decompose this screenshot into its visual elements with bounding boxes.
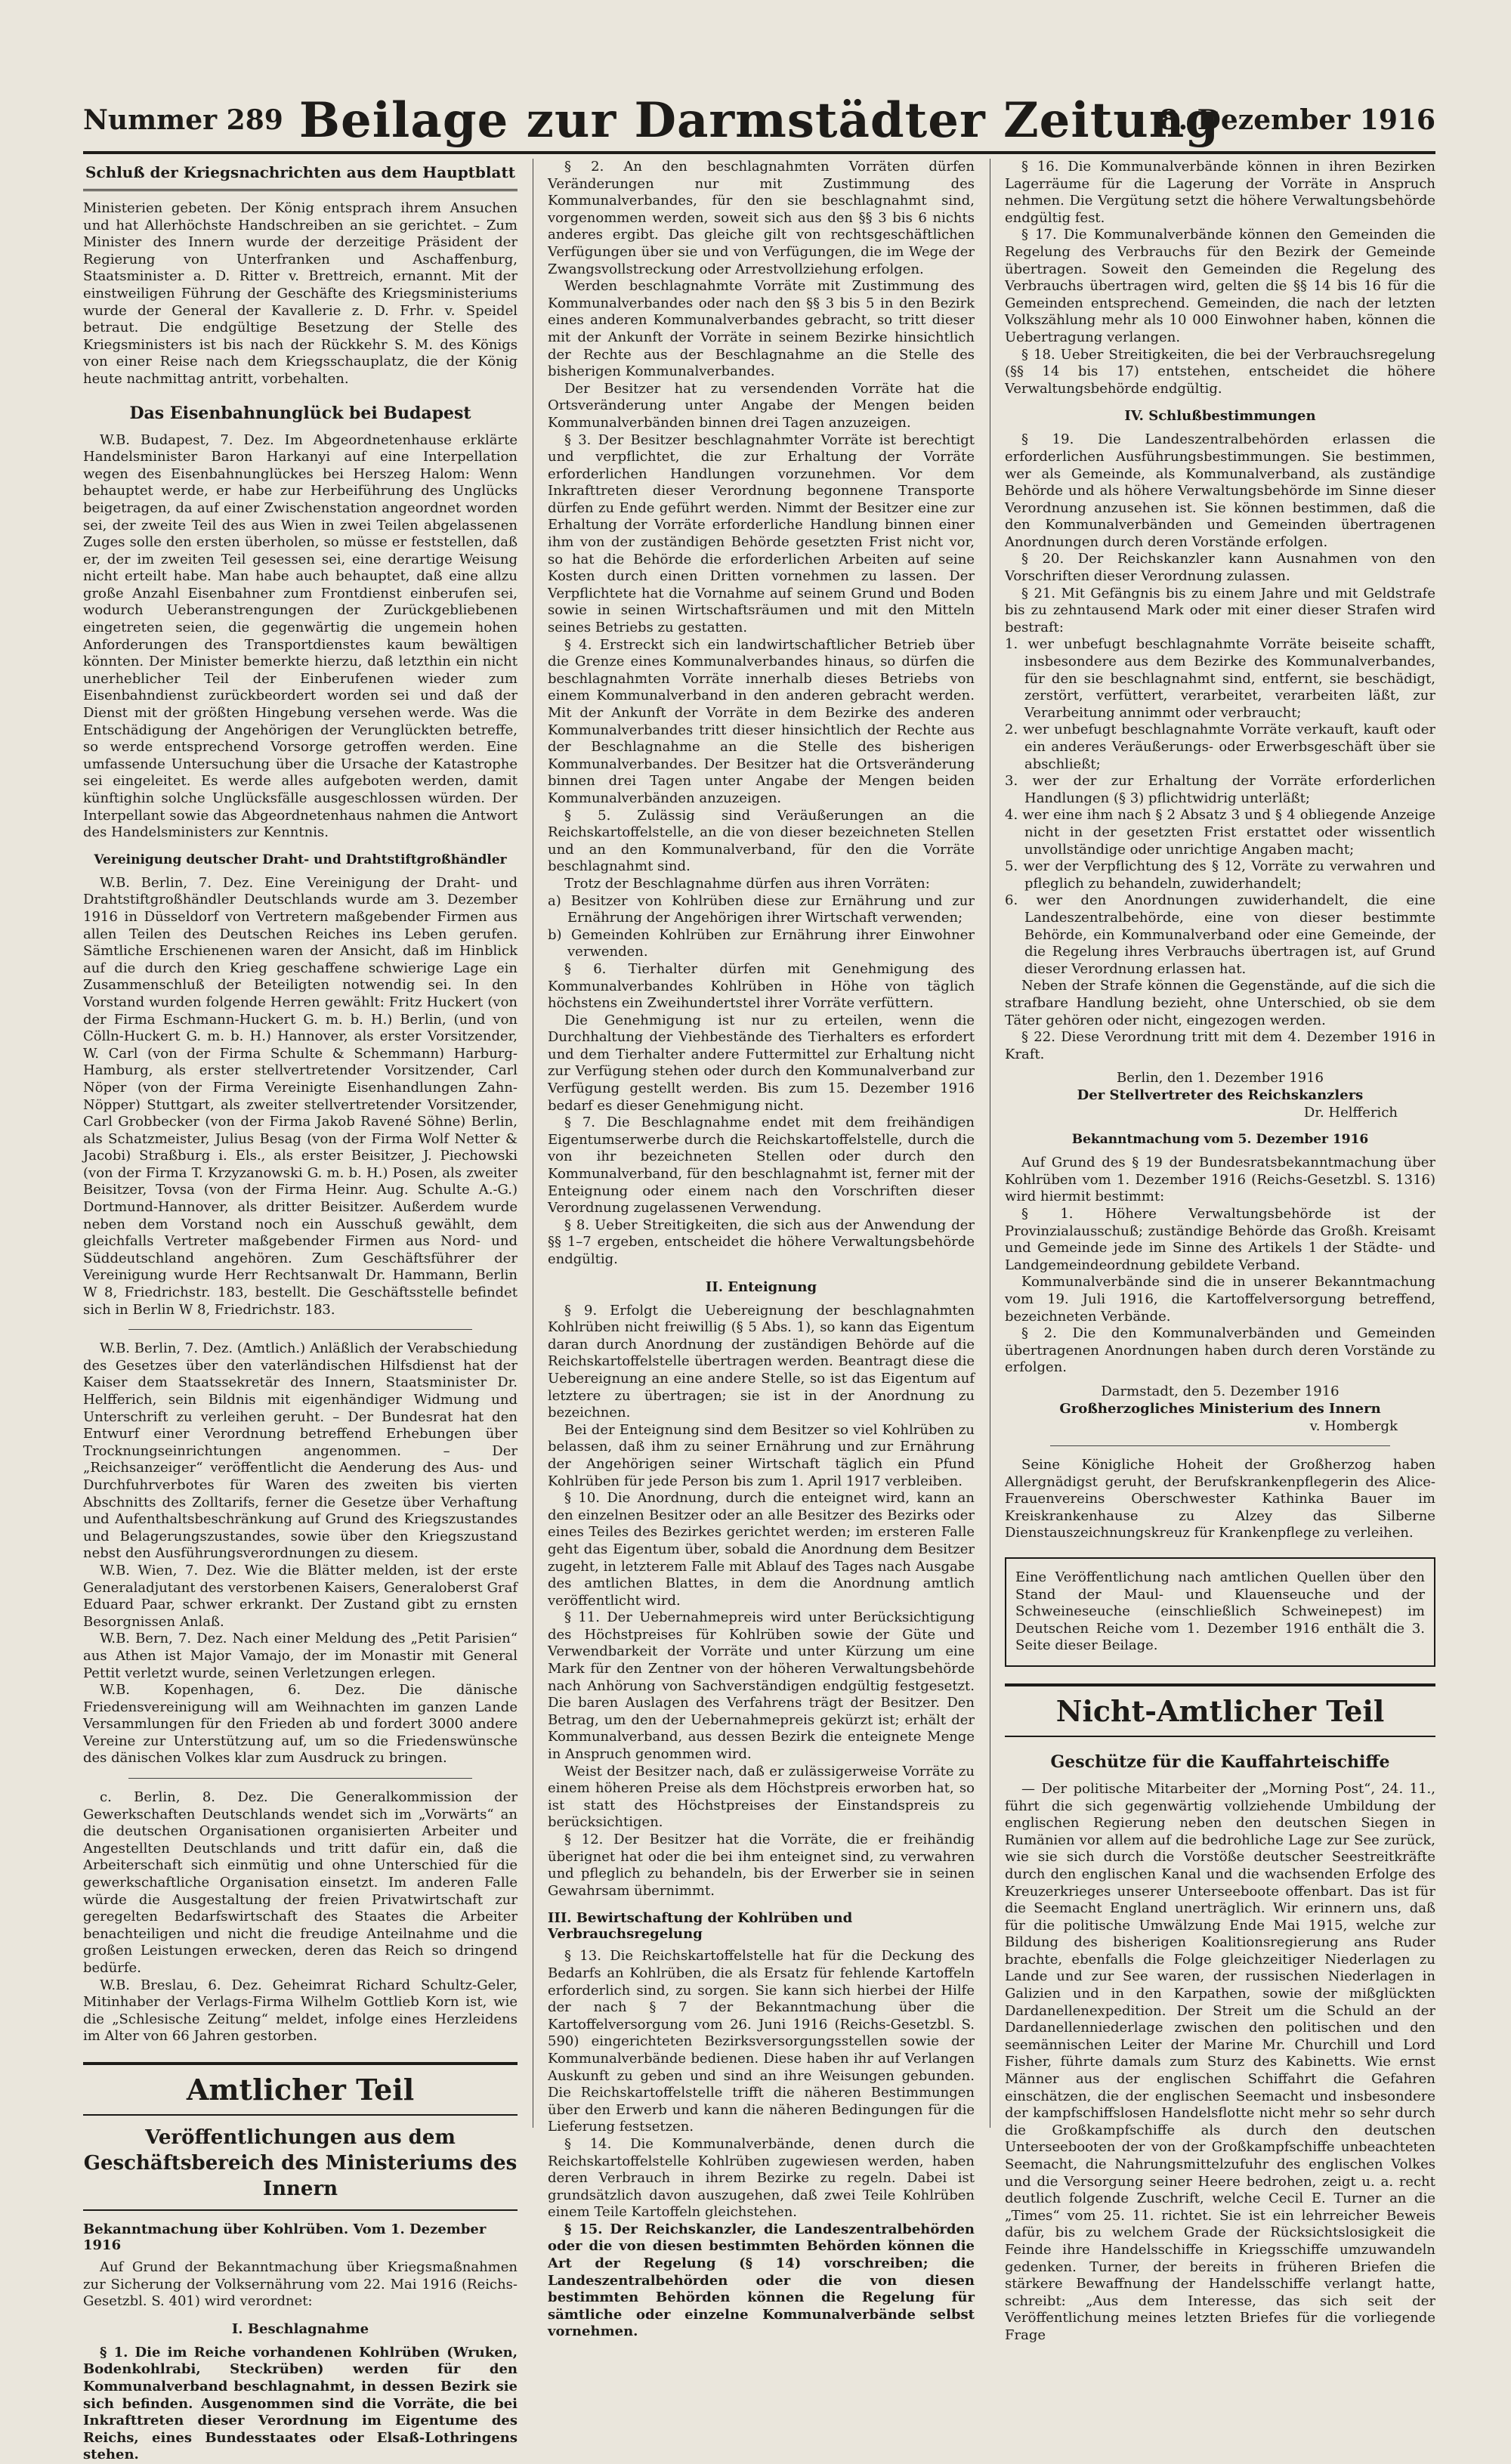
article-paragraph: Bei der Enteignung sind dem Besitzer so viel Kohlrüben zu belassen, daß ihm zu seiner Ernährung und zur Ernährung der Angehörigen seiner Wirtschaft täglich ein Pfund Kohlrüben für jede Person bis zum 1. April 1917 verbleiben.	[548, 1421, 975, 1489]
list-item: 5. wer der Verpflichtung des § 12, Vorräte zu verwahren und pfleglich zu behandeln, zuwiderhandelt;	[1005, 858, 1435, 892]
article-paragraph: Neben der Strafe können die Gegenstände, auf die sich die strafbare Handlung bezieht, ohne Unterschied, ob sie dem Täter gehören oder nicht, eingezogen werden.	[1005, 978, 1435, 1028]
article-paragraph: W.B. Bern, 7. Dez. Nach einer Meldung des „Petit Parisien“ aus Athen ist Major Vamajo, der im Monastir mit General Pettit verletzt wurde, seinen Verletzungen erlegen.	[83, 1631, 518, 1681]
list-item: 1. wer unbefugt beschlagnahmte Vorräte beiseite schafft, insbesondere aus dem Bezirke des Kommunalverbandes, für den sie beschlagnahmt sind, entfernt, sie beschädigt, zerstört, verfüttert, verarbeitet, verarbeiten läßt, zur Verarbeitung annimmt oder verbraucht;	[1005, 636, 1435, 721]
article-paragraph: Auf Grund der Bekanntmachung über Kriegsmaßnahmen zur Sicherung der Volksernährung vom 22. Mai 1916 (Reichs-Gesetzbl. S. 401) wird verordnet:	[83, 2258, 518, 2310]
article-paragraph: § 17. Die Kommunalverbände können den Gemeinden die Regelung des Verbrauchs für den Bezirk der Gemeinde übertragen. Soweit den Gemeinden die Regelung des Verbrauchs übertragen wird, gelten die §§ 14 bis 16 für die Gemeinden entsprechend. Gemeinden, die nach der letzten Volkszählung mehr als 10 000 Einwohner haben, können die Uebertragung verlangen.	[1005, 227, 1435, 345]
article-paragraph: § 5. Zulässig sind Veräußerungen an die Reichskartoffelstelle, an die von dieser bezeichneten Stellen und an den Kommunalverband, für den die Vorräte beschlagnahmt sind.	[548, 807, 975, 875]
list-item: 3. wer der zur Erhaltung der Vorräte erforderlichen Handlungen (§ 3) pflichtwidrig unterläßt;	[1005, 773, 1435, 806]
article-paragraph: § 14. Die Kommunalverbände, denen durch die Reichskartoffelstelle Kohlrüben zugewiesen werden, haben deren Verbrauch in ihrem Bezirke zu regeln. Dabei ist grundsätzlich davon auszugehen, daß zwei Teile Kohlrüben einem Teile Kartoffeln gleichstehen.	[548, 2135, 975, 2221]
article-paragraph: Ministerien gebeten. Der König entsprach ihrem Ansuchen und hat Allerhöchste Handschreiben an sie gerichtet. – Zum Minister des Innern wurde der derzeitige Präsident der Regierung von Unterfranken und Aschaffenburg, Staatsminister a. D. Ritter v. Brettreich, ernannt. Mit der einstweiligen Führung der Geschäfte des Kriegsministeriums wurde der General der Kavallerie z. D. Frhr. v. Speidel betraut. Die endgültige Besetzung der Stelle des Kriegsministers ist bis nach der Rückkehr S. M. des Königs von einer Reise nach dem Kriegsschauplatz, die der König heute nachmittag antritt, vorbehalten.	[83, 200, 518, 387]
signature-block	[1005, 1383, 1435, 1435]
article-paragraph: Weist der Besitzer nach, daß er zulässigerweise Vorräte zu einem höheren Preise als dem Höchstpreis erworben hat, so ist statt des Höchstpreises der Einstandspreis zu berücksichtigen.	[548, 1763, 975, 1831]
article-paragraph: Trotz der Beschlagnahme dürfen aus ihren Vorräten:	[564, 875, 930, 892]
article-paragraph: Der Besitzer hat zu versendenden Vorräte hat die Ortsveränderung unter Angabe der Mengen beiden Kommunalverbänden binnen drei Tagen anzuzeigen.	[548, 380, 975, 431]
article-heading: Das Eisenbahnunglück bei Budapest	[129, 403, 471, 423]
article-paragraph: W.B. Wien, 7. Dez. Wie die Blätter melden, ist der erste Generaladjutant des verstorbenen Kaisers, Generaloberst Graf Eduard Paar, schwer erkrankt. Der Zustand gibt zu ernsten Besorgnissen Anlaß.	[83, 1562, 518, 1630]
article-paragraph: W.B. Berlin, 7. Dez. (Amtlich.) Anläßlich der Verabschiedung des Gesetzes über den vaterländischen Hilfsdienst hat der Kaiser dem Staatssekretär des Innern, Staatsminister Dr. Helfferich, sein Bildnis mit eigenhändiger Widmung und Unterschrift zu verleihen geruht. – Der Bundesrat hat den Entwurf einer Verordnung betreffend Erhebungen über Trocknungseinrichtungen angenommen. – Der „Reichsanzeiger“ veröffentlicht die Aenderung des Aus- und Durchfuhrverbotes für Waren des zweiten bis vierten Abschnitts des Zolltarifs, ferner die Gesetze über Verhaftung und Aufenthaltsbeschränkung auf Grund des Kriegszustandes und Belagerungszustandes, sowie über den Kriegszustand nebst den Ausführungsverordnungen zu diesem.	[83, 1340, 518, 1562]
article-paragraph: § 20. Der Reichskanzler kann Ausnahmen von den Vorschriften dieser Verordnung zulassen.	[1005, 551, 1435, 585]
article-paragraph: § 19. Die Landeszentralbehörden erlassen die erforderlichen Ausführungsbestimmungen. Sie bestimmen, wer als Gemeinde, als Kommunalverband, als zuständige Behörde und als höhere Verwaltungsbehörde im Sinne dieser Verordnung anzusehen ist. Sie können bestimmen, daß die den Kommunalverbänden und Gemeinden übertragenen Anordnungen durch deren Vorstände erfolgen.	[1005, 431, 1435, 550]
article-paragraph: Seine Königliche Hoheit der Großherzog haben Allergnädigst geruht, der Berufskrankenpflegerin des Alice-Frauenvereins Oberschwester Kathinka Bauer im Kreiskrankenhause zu Alzey das Silberne Dienstauszeichnungskreuz für Krankenpflege zu verleihen.	[1005, 1457, 1435, 1541]
separator	[128, 1329, 472, 1330]
part-heading: I. Beschlagnahme	[231, 2320, 369, 2337]
article-paragraph: § 4. Erstreckt sich ein landwirtschaftlicher Betrieb über die Grenze eines Kommunalverbandes hinaus, so dürfen die beschlagnahmten Vorräte innerhalb dieses Betriebs von einem Kommunalverband in den anderen gebracht werden. Mit der Ankunft der Vorräte in dem Bezirke des anderen Kommunalverbandes tritt dieser hinsichtlich der Rechte aus der Beschlagnahme an die Stelle des bisherigen Kommunalverbandes. Der Besitzer hat die Ortsveränderung binnen drei Tagen unter Angabe der Mengen beiden Kommunalverbänden anzuzeigen.	[548, 636, 975, 806]
article-paragraph: § 18. Ueber Streitigkeiten, die bei der Verbrauchsregelung (§§ 14 bis 17) entstehen, entscheidet die höhere Verwaltungsbehörde endgültig.	[1005, 346, 1435, 397]
article-paragraph: Kommunalverbände sind die in unserer Bekanntmachung vom 19. Juli 1916, die Kartoffelversorgung betreffend, bezeichneten Verbände.	[1005, 1274, 1435, 1325]
article-paragraph: § 10. Die Anordnung, durch die enteignet wird, kann an den einzelnen Besitzer oder an alle Besitzer des Bezirks oder eines Teiles des Bezirkes gerichtet werden; im ersteren Falle geht das Eigentum über, sobald die Anordnung dem Besitzer zugeht, in letzterem Falle mit Ablauf des Tages nach Ausgabe des amtlichen Blattes, in dem die Anordnung amtlich veröffentlicht wird.	[548, 1490, 975, 1609]
article-paragraph: § 15. Der Reichskanzler, die Landeszentralbehörden oder die von diesen bestimmten Behörden können die Art der Regelung (§ 14) vorschreiben; die Landeszentralbehörden oder die von diesen bestimmten Behörden können die Regelung für sämtliche oder einzelne Kommunalverbände selbst vornehmen.	[548, 2221, 975, 2340]
subsection-heading: Veröffentlichungen aus dem Geschäftsbereich des Ministeriums des Innern	[83, 2125, 518, 2211]
article-paragraph: § 1. Höhere Verwaltungsbehörde ist der Provinzialausschuß; zuständige Behörde das Großh. Kreisamt und Gemeinde jede im Sinne des Artikels 1 der Städte- und Landgemeindeordnung gebildete Verband.	[1005, 1206, 1435, 1273]
article-paragraph: § 2. Die den Kommunalverbänden und Gemeinden übertragenen Anordnungen haben durch deren Vorstände zu erfolgen.	[1005, 1325, 1435, 1376]
signature-role: Der Stellvertreter des Reichskanzlers	[1077, 1087, 1364, 1104]
article-paragraph: § 16. Die Kommunalverbände können in ihren Bezirken Lagerräume für die Lagerung der Vorräte in Anspruch nehmen. Die Vergütung setzt die höhere Verwaltungsbehörde endgültig fest.	[1005, 159, 1435, 226]
part-heading: II. Enteignung	[705, 1278, 817, 1295]
article-paragraph: W.B. Kopenhagen, 6. Dez. Die dänische Friedensvereinigung will am Weihnachten im ganzen Lande Versammlungen für den Frieden ab und fordert 3000 andere Vereine zur Unterstützung auf, um so die Friedenswünsche des dänischen Volkes klar zum Ausdruck zu bringen.	[83, 1682, 518, 1767]
separator	[1050, 1445, 1390, 1446]
article-paragraph: § 22. Diese Verordnung tritt mit dem 4. Dezember 1916 in Kraft.	[1005, 1029, 1435, 1062]
signature-name: v. Hombergk	[1309, 1418, 1398, 1434]
issue-number: Nummer 289	[83, 104, 283, 136]
article-paragraph: § 9. Erfolgt die Uebereignung der beschlagnahmten Kohlrüben nicht freiwillig (§ 5 Abs. 1), so kann das Eigentum daran durch Anordnung der zuständigen Behörde auf die Reichskartoffelstelle übertragen werden. Beantragt diese die Uebereignung an eine andere Stelle, so ist das Eigentum auf letztere zu übertragen; sie ist in der Anordnung zu bezeichnen.	[548, 1302, 975, 1421]
notice-heading: Bekanntmachung vom 5. Dezember 1916	[1071, 1132, 1369, 1148]
list-item: 2. wer unbefugt beschlagnahmte Vorräte verkauft, kauft oder ein anderes Veräußerungs- oder Erwerbsgeschäft über sie abschließt;	[1005, 722, 1435, 772]
article-paragraph: § 13. Die Reichskartoffelstelle hat für die Deckung des Bedarfs an Kohlrüben, die als Ersatz für fehlende Kartoffeln erforderlich sind, zu sorgen. Sie kann sich hierbei der Hilfe der nach § 7 der Bekanntmachung über die Kartoffelversorgung vom 26. Juni 1916 (Reichs-Gesetzbl. S. 590) eingerichteten Bezirksversorgungsstellen sowie der Kommunalverbände bedienen. Diese haben ihr auf Verlangen Auskunft zu geben und sind an ihre Weisungen gebunden. Die Reichskartoffelstelle trifft die näheren Bestimmungen über den Erwerb und kann die näheren Bedingungen für die Lieferung festsetzen.	[548, 1948, 975, 2135]
section-kicker: Schluß der Kriegsnachrichten aus dem Hauptblatt	[83, 159, 518, 191]
article-paragraph: § 2. An den beschlagnahmten Vorräten dürfen Veränderungen nur mit Zustimmung des Kommunalverbandes, für den sie beschlagnahmt sind, vorgenommen werden, soweit sich aus den §§ 3 bis 6 nichts anderes ergibt. Das gleiche gilt von rechtsgeschäftlichen Verfügungen über sie und von Verfügungen, die im Wege der Zwangsvollstreckung oder Arrestvollziehung erfolgen.	[548, 159, 975, 277]
article-paragraph: § 7. Die Beschlagnahme endet mit dem freihändigen Eigentumserwerbe durch die Reichskartoffelstelle, durch die von ihr bezeichneten Stellen oder durch den Kommunalverband, für den beschlagnahmt ist, ferner mit der Enteignung oder einem nach den Vorschriften dieser Verordnung zugelassenen Verwendung.	[548, 1115, 975, 1217]
article-paragraph: § 8. Ueber Streitigkeiten, die sich aus der Anwendung der §§ 1–7 ergeben, entscheidet die höhere Verwaltungsbehörde endgültig.	[548, 1217, 975, 1267]
article-paragraph: Auf Grund des § 19 der Bundesratsbekanntmachung über Kohlrüben vom 1. Dezember 1916 (Reichs-Gesetzbl. S. 1316) wird hiermit bestimmt:	[1005, 1155, 1435, 1205]
article-paragraph: § 6. Tierhalter dürfen mit Genehmigung des Kommunalverbandes Kohlrüben in Höhe von täglich höchstens ein Zweihundertstel ihrer Vorräte verfüttern.	[548, 960, 975, 1012]
list-item: a) Besitzer von Kohlrüben diese zur Ernährung und zur Ernährung der Angehörigen ihrer Wirtschaft verwenden;	[548, 892, 975, 926]
article-paragraph: § 12. Der Besitzer hat die Vorräte, die er freihändig überignet hat oder die bei ihm enteignet sind, zu verwahren und pfleglich zu behandeln, bis der Erwerber sie in seinen Gewahrsam übernimmt.	[548, 1832, 975, 1899]
article-heading: Vereinigung deutscher Draht- und Drahtstiftgroßhändler	[94, 852, 507, 867]
notice-box	[1005, 1557, 1435, 1667]
article-paragraph: § 1. Die im Reiche vorhandenen Kohlrüben (Wruken, Bodenkohlrabi, Steckrüben) werden für den Kommunalverband beschlagnahmt, in dessen Bezirk sie sich befinden. Ausgenommen sind die Vorräte, die bei Inkrafttreten dieser Verordnung im Eigentume des Reichs, eines Bundesstaates oder Elsaß-Lothringens stehen.	[83, 2344, 518, 2463]
article-paragraph: Die Genehmigung ist nur zu erteilen, wenn die Durchhaltung der Viehbestände des Tierhalters es erfordert und dem Tierhalter andere Futtermittel zur Erhaltung nicht zur Verfügung stehen oder durch den Kommunalverband zur Verfügung gestellt werden. Bis zum 15. Dezember 1916 bedarf es dieser Genehmigung nicht.	[548, 1012, 975, 1114]
signature-place: Darmstadt, den 5. Dezember 1916	[1101, 1383, 1340, 1399]
signature-block	[1005, 1069, 1435, 1121]
article-paragraph: c. Berlin, 8. Dez. Die Generalkommission der Gewerkschaften Deutschlands wendet sich im „Vorwärts“ an die deutschen Organisationen organisierten Arbeiter und Angestellten Deutschlands und tritt dafür ein, daß die Arbeiterschaft sich einmütig und ohne Unterschied für die gewerkschaftliche Organisation einsetzt. Im anderen Falle würde die Ausgestaltung der freien Privatwirtschaft zur geregelten Bedarfswirtschaft des Staates die Arbeiter benachteiligen und nicht die freudige Anteilnahme und die großen Leistungen erwecken, deren das Reich so dringend bedürfe.	[83, 1789, 518, 1976]
column-3	[1005, 159, 1435, 2343]
article-heading: Geschütze für die Kauffahrteischiffe	[1050, 1751, 1390, 1772]
article-paragraph: W.B. Budapest, 7. Dez. Im Abgeordnetenhause erklärte Handelsminister Baron Harkanyi auf eine Interpellation wegen des Eisenbahnunglückes bei Herszeg Halom: Wenn behauptet werde, er habe zur Herbeiführung des Unglücks beigetragen, da auf einer Zwischenstation angeordnet worden sei, der zweite Teil des aus Wien in zwei Teilen abgelassenen Zuges solle den ersten überholen, so müsse er feststellen, daß er, der im zweiten Teil gesessen sei, eine derartige Weisung nicht erteilt habe. Man habe auch behauptet, daß eine allzu große Anzahl Eisenbahner zum Frontdienst einberufen sei, wodurch Ueberanstrengungen der Zurückgebliebenen eingetreten seien, die gegenwärtig die ungemein hohen Anforderungen des Transportdienstes kaum bewältigen könnten. Der Minister bemerkte hierzu, daß letzthin ein nicht unerheblicher Teil der Einberufenen wieder zum Eisenbahndienst zurückbeordert worden sei und daß der Dienst mit der größten Hingebung versehen werde. Was die Entschädigung der Angehörigen der Verunglückten betreffe, so werde entsprechend Vorsorge getroffen werden. Eine umfassende Untersuchung über die Ursache der Katastrophe sei eingeleitet. Es werde alles aufgeboten werden, damit künftighin solche Unglücksfälle ausgeschlossen würden. Der Interpellant sowie das Abgeordnetenhaus nahmen die Antwort des Handelsministers zur Kenntnis.	[83, 431, 518, 841]
part-heading: IV. Schlußbestimmungen	[1124, 408, 1316, 425]
article-paragraph: — Der politische Mitarbeiter der „Morning Post“, 24. 11., führt die sich gegenwärtig vollziehende Umbildung der englischen Regierung neben den deutschen Siegen in Rumänien vor allem auf die bedrohliche Lage zur See zurück, wie sie sich durch die Vorstöße deutscher Seestreitkräfte durch den englischen Kanal und die wachsenden Erfolge des Kreuzerkrieges unserer Unterseeboote offenbart. Das ist für die Seemacht England unerträglich. Wir erinnern uns, daß für die politische Umwälzung Ende Mai 1915, welche zur Bildung des bisherigen Koalitionsregierung ans Ruder brachte, ebenfalls die Folge gleichzeitiger Niederlagen zu Lande und zur See waren, der russischen Niederlagen in Galizien und in den Karpathen, sowie der mißglückten Dardanellenexpedition. Der Streit um die Schuld an der Dardanellenniederlage zwischen den politischen und den seemännischen Leiter der Marine Mr. Churchill und Lord Fisher, führte damals zum Sturz des Kabinetts. Wie ernst Männer aus der englischen Schiffahrt die Gefahren einschätzen, die der englischen Seemacht und insbesondere der kampfschiffslosen Handelsflotte nicht mehr so sehr durch die Großkampfschiffe als durch den deutschen Unterseebooten der von der Großkampfschiffe unbeachteten Seemacht, die Nahrungsmittelzufuhr des englischen Volkes und die Versorgung seiner Heere bedrohen, zeigt u. a. recht deutlich folgende Zuschrift, welche Cecil E. Turner an die „Times“ vom 25. 11. richtet. Sie ist ein lehrreicher Beweis dafür, bis zu welchem Grade der Rücksichtslosigkeit die Feinde ihre Handelsschiffe in Kriegsschiffe umzuwandeln gedenken. Turner, der bereits in früheren Briefen die stärkere Bewaffnung der Handelsschiffe verlangt hatte, schreibt: „Aus dem Interesse, das sich seit der Veröffentlichung meines letzten Briefes für die vorliegende Frage	[1005, 1780, 1435, 2343]
list-item: 6. wer den Anordnungen zuwiderhandelt, die eine Landeszentralbehörde, eine von dieser bestimmte Behörde, ein Kommunalverband oder eine Gemeinde, der die Regelung ihres Verbrauchs übertragen ist, auf Grund dieser Verordnung erlassen hat.	[1005, 892, 1435, 977]
paper-title: Beilage zur Darmstädter Zeitung	[298, 92, 1220, 149]
article-paragraph: § 21. Mit Gefängnis bis zu einem Jahre und mit Geldstrafe bis zu zehntausend Mark oder mit einer dieser Strafen wird bestraft:	[1005, 585, 1435, 635]
issue-date: 8. Dezember 1916	[1159, 104, 1435, 136]
notice-heading: Bekanntmachung über Kohlrüben. Vom 1. Dezember 1916	[83, 2221, 487, 2253]
column-2	[548, 159, 975, 2340]
signature-role: Großherzogliches Ministerium des Innern	[1059, 1401, 1381, 1417]
column-1	[83, 159, 518, 2463]
article-paragraph: § 11. Der Uebernahmepreis wird unter Berücksichtigung des Höchstpreises für Kohlrüben sowie der Güte und Verwendbarkeit der Vorräte und unter Kürzung um eine Mark für den Zentner von der höheren Verwaltungsbehörde nach Anhörung von Sachverständigen endgültig festgesetzt. Die baren Auslagen des Verfahrens trägt der Besitzer. Den Betrag, um den der Uebernahmepreis gekürzt ist; erhält der Kommunalverband, aus dessen Bezirk die enteignete Menge in Anspruch genommen wird.	[548, 1609, 975, 1763]
part-heading: III. Bewirtschaftung der Kohlrüben und Verbrauchsregelung	[548, 1910, 853, 1943]
article-paragraph: W.B. Berlin, 7. Dez. Eine Vereinigung der Draht- und Drahtstiftgroßhändler Deutschlands wurde am 3. Dezember 1916 in Düsseldorf von Vertretern maßgebender Firmen aus allen Teilen des Deutschen Reiches ins Leben gerufen. Sämtliche Erschienenen waren der Ansicht, daß im Hinblick auf die durch den Krieg geschaffene schwierige Lage ein Zusammenschluß der Beteiligten notwendig sei. In den Vorstand wurden folgende Herren gewählt: Fritz Huckert (von der Firma Eschmann-Huckert G. m. b. H.) Berlin, (und von Cölln-Huckert G. m. b. H.) Hannover, als erster Vorsitzender, W. Carl (von der Firma Schulte & Schemmann) Harburg-Hamburg, als erster stellvertretender Vorsitzender, Carl Nöper (von der Firma Vereinigte Eisenhandlungen Zahn-Nöpper) Stuttgart, als zweiter stellvertretender Vorsitzender, Carl Grobbecker (von der Firma Jakob Ravené Söhne) Berlin, als Schatzmeister, Julius Besag (von der Firma Wolf Netter & Jacobi) Straßburg i. Els., als erster Beisitzer, J. Piechowski (von der Firma T. Krzyzanowski G. m. b. H.) Posen, als zweiter Beisitzer, Tovsa (von der Firma Heinr. Aug. Schulte A.-G.) Dortmund-Hannover, als dritter Beisitzer. Außerdem wurde neben dem Vorstand noch ein Ausschuß gewählt, dem gleichfalls Vertreter maßgebender Firmen aus Nord- und Süddeutschland angehören. Zum Geschäftsführer der Vereinigung wurde Herr Rechtsanwalt Dr. Hammann, Berlin W 8, Friedrichstr. 183, bestellt. Die Geschäftsstelle befindet sich in Berlin W 8, Friedrichstr. 183.	[83, 874, 518, 1318]
article-paragraph: W.B. Breslau, 6. Dez. Geheimrat Richard Schultz-Geler, Mitinhaber der Verlags-Firma Wilhelm Gottlieb Korn ist, wie die „Schlesische Zeitung“ meldet, infolge eines Herzleidens im Alter von 66 Jahren gestorben.	[83, 1977, 518, 2045]
list-item: b) Gemeinden Kohlrüben zur Ernährung ihrer Einwohner verwenden.	[548, 926, 975, 960]
list-item: 4. wer eine ihm nach § 2 Absatz 3 und § 4 obliegende Anzeige nicht in der gesetzten Frist erstattet oder wissentlich unvollständige oder unrichtige Angaben macht;	[1005, 807, 1435, 858]
signature-name: Dr. Helfferich	[1303, 1105, 1398, 1121]
section-heading: Amtlicher Teil	[83, 2062, 518, 2116]
masthead	[83, 91, 1435, 154]
article-paragraph: Eine Veröffentlichung nach amtlichen Quellen über den Stand der Maul- und Klauenseuche und der Schweineseuche (einschließlich Schweinepest) im Deutschen Reiche vom 1. Dezember 1916 enthält die 3. Seite dieser Beilage.	[1015, 1569, 1425, 1654]
article-paragraph: Werden beschlagnahmte Vorräte mit Zustimmung des Kommunalverbandes oder nach den §§ 3 bis 5 in den Bezirk eines anderen Kommunalverbandes gebracht, so tritt dieser mit der Ankunft der Vorräte in seinem Bezirke hinsichtlich der Rechte aus der Beschlagnahme an die Stelle des bisherigen Kommunalverbandes.	[548, 278, 975, 380]
separator	[128, 1778, 472, 1779]
article-paragraph: § 3. Der Besitzer beschlagnahmter Vorräte ist berechtigt und verpflichtet, die zur Erhaltung der Vorräte erforderlichen Handlungen vorzunehmen. Vor dem Inkrafttreten dieser Verordnung begonnene Transporte dürfen zu Ende geführt werden. Nimmt der Besitzer eine zur Erhaltung der Vorräte erforderliche Handlung binnen einer ihm von der zuständigen Behörde gesetzten Frist nicht vor, so hat die Behörde die erforderlichen Arbeiten auf seine Kosten durch einen Dritten vornehmen zu lassen. Der Verpflichtete hat die Vornahme auf seinem Grund und Boden sowie in seinen Wirtschaftsräumen und mit den Mitteln seines Betriebs zu gestatten.	[548, 431, 975, 636]
signature-place: Berlin, den 1. Dezember 1916	[1116, 1070, 1324, 1087]
section-heading: Nicht-Amtlicher Teil	[1005, 1683, 1435, 1737]
